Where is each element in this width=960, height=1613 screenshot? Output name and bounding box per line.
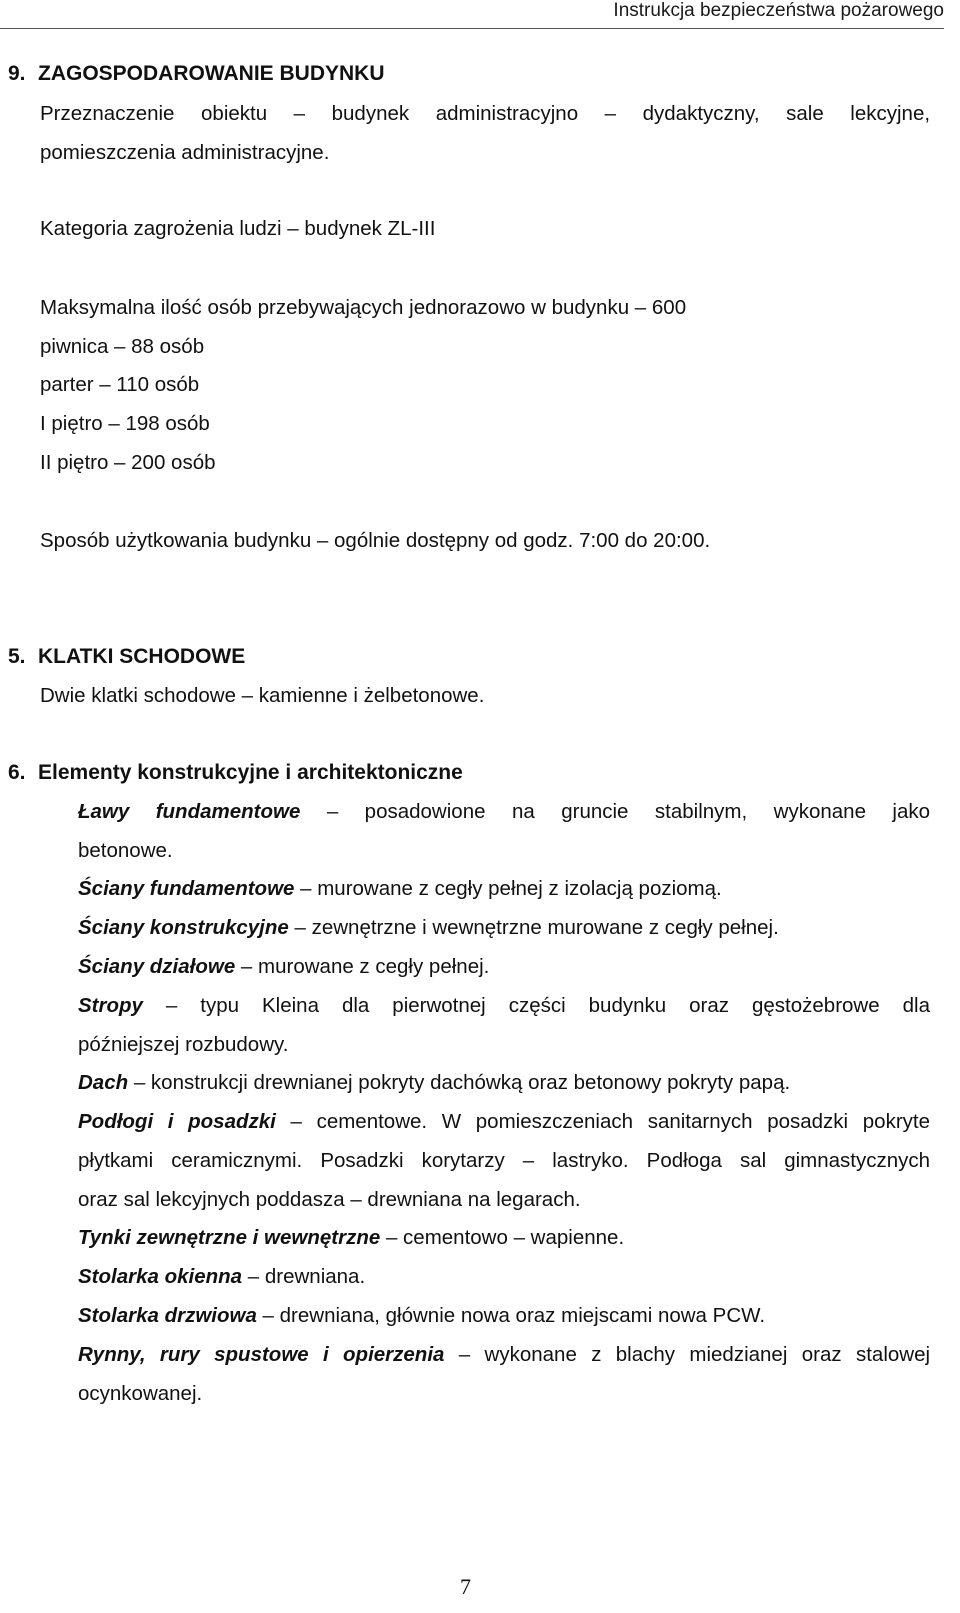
sciany-konstrukcyjne-item [78,916,779,940]
podlogi-line1-word: pokryte [862,1110,930,1133]
podlogi-line2-word: sal [739,1149,767,1172]
podlogi-line-2 [78,1149,930,1173]
stropy-line1-word: oraz [689,994,730,1017]
podlogi-term: Podłogi i posadzki [78,1110,276,1133]
building-usage: Sposób użytkowania budynku – ogólnie dostępny od godz. 7:00 do 20:00. [40,529,711,552]
tynki-text: – cementowo – wapienne. [380,1226,625,1249]
rynny-line1-word: oraz [801,1343,842,1366]
purpose-line-1 [40,102,930,126]
stropy-line1-word: budynku [588,994,667,1017]
lawy-line1-word: posadowione [364,800,486,823]
stropy-line1-word: Kleina [262,994,319,1017]
podlogi-line2-word: korytarzy [421,1149,505,1172]
dach-text: – konstrukcji drewnianej pokryty dachówką oraz betonowy pokryty papą. [128,1071,791,1094]
lawy-line1-word: gruncie [561,800,629,823]
rynny-term: Rynny, rury spustowe i opierzenia [78,1343,445,1366]
lawy-line1-word: stabilnym, [654,800,748,823]
section-5-title: KLATKI SCHODOWE [38,645,246,668]
podlogi-line1-word: cementowe. [316,1110,428,1133]
stropy-line1-word: dla [341,994,370,1017]
section-6-heading [8,761,463,785]
rynny-line-1 [78,1343,930,1367]
podlogi-line-3: oraz sal lekcyjnych poddasza – drewniana na legarach. [78,1188,581,1211]
page-number: 7 [460,1574,471,1599]
section-9-number: 9. [8,62,26,85]
header-divider [0,28,944,29]
stropy-term: Stropy [78,994,143,1017]
rynny-line-2: ocynkowanej. [78,1382,203,1405]
stropy-line-1 [78,994,930,1018]
rynny-line1-word: miedzianej [689,1343,788,1366]
podlogi-line2-word: ceramicznymi. [171,1149,303,1172]
sciany-dzialowe-item [78,955,489,979]
podlogi-line-1 [78,1110,930,1134]
stropy-line1-word: typu [200,994,240,1017]
podlogi-line1-word: posadzki [767,1110,849,1133]
purpose-line1-word: budynek [331,102,410,125]
tynki-item [78,1226,624,1250]
podlogi-line1-word: sanitarnych [647,1110,753,1133]
staircase-text: Dwie klatki schodowe – kamienne i żelbetonowe. [40,684,485,707]
lawy-line-1 [78,800,930,824]
purpose-line1-word: administracyjno [435,102,579,125]
stolarka-drzwiowa-item [78,1304,765,1328]
stolarka-okienna-item [78,1265,365,1289]
purpose-line1-word: sale [786,102,824,125]
podlogi-line2-word: płytkami [78,1149,154,1172]
lawy-line-2: betonowe. [78,839,173,862]
sciany-konstrukcyjne-text: – zewnętrzne i wewnętrzne murowane z cegły pełnej. [288,916,779,939]
section-5-number: 5. [8,645,26,668]
stolarka-okienna-term: Stolarka okienna [78,1265,243,1288]
lawy-line1-word: jako [892,800,931,823]
podlogi-line2-word: lastryko. [552,1149,629,1172]
sciany-fundamentowe-term: Ściany fundamentowe [78,877,295,900]
rynny-line1-word: blachy [615,1343,676,1366]
purpose-line1-word: dydaktyczny, [642,102,760,125]
purpose-line1-word: Przeznaczenie [40,102,175,125]
rynny-line1-word: – [458,1343,471,1366]
lawy-term: Ławy fundamentowe [78,800,301,823]
sciany-fundamentowe-item [78,877,722,901]
podlogi-line1-word: – [290,1110,302,1133]
stropy-line1-word: dla [902,994,930,1017]
podlogi-line2-word: – [522,1149,535,1172]
purpose-line1-word: obiektu [201,102,268,125]
purpose-line1-word: – [604,102,617,125]
sciany-konstrukcyjne-term: Ściany konstrukcyjne [78,916,289,939]
floor-first: I piętro – 198 osób [40,412,210,435]
floor-ground: parter – 110 osób [40,373,200,396]
podlogi-line1-word: W [441,1110,462,1133]
section-9-heading [8,62,385,86]
sciany-dzialowe-term: Ściany działowe [78,955,236,978]
section-6-number: 6. [8,761,26,784]
purpose-line-2: pomieszczenia administracyjne. [40,141,330,164]
rynny-line1-word: z [591,1343,602,1366]
stropy-line1-word: części [508,994,566,1017]
stolarka-drzwiowa-term: Stolarka drzwiowa [78,1304,257,1327]
stropy-line1-word: pierwotnej [392,994,486,1017]
stolarka-okienna-text: – drewniana. [242,1265,366,1288]
rynny-line1-word: wykonane [484,1343,577,1366]
lawy-line1-word: na [511,800,535,823]
podlogi-line2-word: gimnastycznych [784,1149,931,1172]
dach-item [78,1071,790,1095]
purpose-line1-word: lekcyjne, [850,102,931,125]
lawy-line1-word: – [326,800,339,823]
max-people: Maksymalna ilość osób przebywających jednorazowo w budynku – 600 [40,296,687,319]
sciany-dzialowe-text: – murowane z cegły pełnej. [235,955,490,978]
floor-basement: piwnica – 88 osób [40,335,205,358]
stolarka-drzwiowa-text: – drewniana, głównie nowa oraz miejscami nowa PCW. [256,1304,766,1327]
document-header-title: Instrukcja bezpieczeństwa pożarowego [613,0,944,21]
hazard-category: Kategoria zagrożenia ludzi – budynek ZL-III [40,217,436,240]
tynki-term: Tynki zewnętrzne i wewnętrzne [78,1226,381,1249]
section-6-title: Elementy konstrukcyjne i architektoniczne [38,761,463,784]
sciany-fundamentowe-text: – murowane z cegły pełnej z izolacją poziomą. [294,877,722,900]
stropy-line-2: późniejszej rozbudowy. [78,1033,289,1056]
floor-second: II piętro – 200 osób [40,451,216,474]
podlogi-line2-word: Posadzki [320,1149,404,1172]
section-5-heading [8,645,245,669]
dach-term: Dach [78,1071,129,1094]
stropy-line1-word: gęstożebrowe [752,994,880,1017]
rynny-line1-word: stalowej [855,1343,931,1366]
purpose-line1-word: – [293,102,306,125]
lawy-line1-word: wykonane [773,800,866,823]
podlogi-line1-word: pomieszczeniach [475,1110,634,1133]
podlogi-line2-word: Podłoga [646,1149,722,1172]
section-9-title: ZAGOSPODAROWANIE BUDYNKU [38,62,385,85]
stropy-line1-word: – [165,994,178,1017]
